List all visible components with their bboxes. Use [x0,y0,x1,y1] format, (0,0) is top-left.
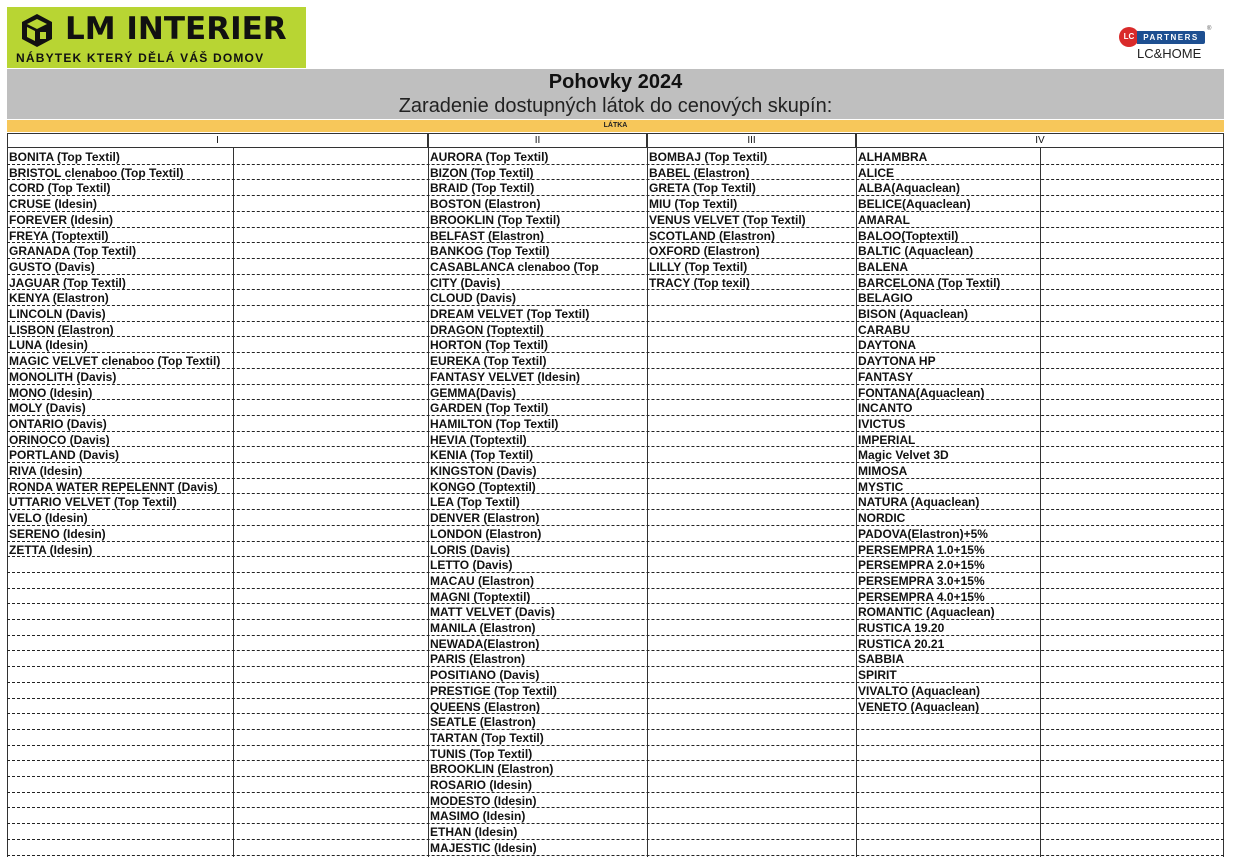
fabric-cell: UTTARIO VELVET (Top Textil) [9,495,177,509]
fabric-cell: OXFORD (Elastron) [649,244,760,258]
fabric-cell: POSITIANO (Davis) [430,668,540,682]
fabric-cell: ZETTA (Idesin) [9,543,93,557]
fabric-cell: DREAM VELVET (Top Textil) [430,307,590,321]
fabric-cell: BELAGIO [858,291,913,305]
lc-home-label: LC&HOME [1137,46,1202,61]
fabric-cell: NORDIC [858,511,906,525]
fabric-table [7,148,1224,857]
fabric-cell: MODESTO (Idesin) [430,794,537,808]
group-header-3: III [647,133,856,148]
lm-interier-logo [7,7,306,68]
fabric-cell: PORTLAND (Davis) [9,448,120,462]
fabric-cell: BELICE(Aquaclean) [858,197,971,211]
fabric-cell: RIVA (Idesin) [9,464,83,478]
fabric-cell: BONITA (Top Textil) [9,150,120,164]
column-divider [7,148,8,857]
fabric-cell: GRANADA (Top Textil) [9,244,137,258]
section-label: LÁTKA [7,120,1224,132]
fabric-cell: MASIMO (Idesin) [430,809,526,823]
fabric-cell: ROMANTIC (Aquaclean) [858,605,995,619]
page-title: Pohovky 2024 [548,71,683,93]
fabric-cell: KENIA (Top Textil) [430,448,534,462]
fabric-cell: MACAU (Elastron) [430,574,534,588]
fabric-cell: HAMILTON (Top Textil) [430,417,559,431]
fabric-cell: LEA (Top Textil) [430,495,520,509]
fabric-cell: MAGNI (Toptextil) [430,590,531,604]
fabric-cell: CORD (Top Textil) [9,181,111,195]
fabric-cell: EUREKA (Top Textil) [430,354,547,368]
fabric-cell: SPIRIT [858,668,897,682]
fabric-cell: MAGIC VELVET clenaboo (Top Textil) [9,354,221,368]
price-group-header-row [7,133,1224,148]
fabric-cell: KINGSTON (Davis) [430,464,537,478]
fabric-cell: MATT VELVET (Davis) [430,605,555,619]
fabric-cell: SERENO (Idesin) [9,527,106,541]
partners-label: PARTNERS [1137,31,1205,44]
fabric-cell: FOREVER (Idesin) [9,213,114,227]
fabric-cell: MONOLITH (Davis) [9,370,117,384]
column-divider [428,148,429,857]
fabric-cell: AMARAL [858,213,910,227]
fabric-cell: RONDA WATER REPELENNT (Davis) [9,480,218,494]
fabric-cell: FONTANA(Aquaclean) [858,386,985,400]
fabric-cell: BROOKLIN (Top Textil) [430,213,561,227]
column-divider [647,148,648,857]
fabric-cell: VELO (Idesin) [9,511,88,525]
fabric-cell: PERSEMPRA 3.0+15% [858,574,985,588]
fabric-cell: MONO (Idesin) [9,386,93,400]
fabric-cell: BALENA [858,260,908,274]
fabric-cell: VENETO (Aquaclean) [858,700,980,714]
fabric-cell: BABEL (Elastron) [649,166,750,180]
fabric-cell: MIMOSA [858,464,908,478]
fabric-cell: TUNIS (Top Textil) [430,747,533,761]
fabric-cell: CASABLANCA clenaboo (Top [430,260,599,274]
column-divider [856,148,857,857]
fabric-cell: ETHAN (Idesin) [430,825,518,839]
fabric-cell: MIU (Top Textil) [649,197,738,211]
fabric-cell: RUSTICA 19.20 [858,621,945,635]
fabric-cell: FREYA (Toptextil) [9,229,109,243]
fabric-cell: BRAID (Top Textil) [430,181,535,195]
brand-tagline: NÁBYTEK KTERÝ DĚLÁ VÁŠ DOMOV [16,51,265,65]
fabric-cell: IVICTUS [858,417,906,431]
fabric-cell: BARCELONA (Top Textil) [858,276,1001,290]
fabric-cell: SCOTLAND (Elastron) [649,229,775,243]
fabric-cell: DAYTONA HP [858,354,936,368]
fabric-cell: BALOO(Toptextil) [858,229,959,243]
fabric-cell: IMPERIAL [858,433,916,447]
fabric-cell: QUEENS (Elastron) [430,700,541,714]
fabric-cell: DRAGON (Toptextil) [430,323,544,337]
fabric-cell: ALICE [858,166,894,180]
fabric-cell: NATURA (Aquaclean) [858,495,980,509]
fabric-cell: PERSEMPRA 1.0+15% [858,543,985,557]
fabric-cell: DAYTONA [858,338,917,352]
fabric-cell: CITY (Davis) [430,276,501,290]
fabric-cell: GUSTO (Davis) [9,260,95,274]
column-divider [1223,148,1224,857]
lc-partners-logo [1117,26,1213,66]
fabric-cell: SEATLE (Elastron) [430,715,536,729]
fabric-cell: BANKOG (Top Textil) [430,244,550,258]
fabric-cell: GRETA (Top Textil) [649,181,756,195]
group-header-2: II [428,133,647,148]
fabric-cell: AURORA (Top Textil) [430,150,549,164]
fabric-cell: KONGO (Toptextil) [430,480,536,494]
fabric-cell: PADOVA(Elastron)+5% [858,527,988,541]
fabric-cell: GARDEN (Top Textil) [430,401,549,415]
fabric-cell: LETTO (Davis) [430,558,513,572]
fabric-cell: Magic Velvet 3D [858,448,949,462]
fabric-cell: ORINOCO (Davis) [9,433,110,447]
group-header-1: I [7,133,428,148]
fabric-cell: LISBON (Elastron) [9,323,114,337]
fabric-cell: FANTASY [858,370,914,384]
fabric-cell: PERSEMPRA 4.0+15% [858,590,985,604]
registered-mark: ® [1207,26,1212,32]
title-band [7,69,1224,119]
brand-name: LM INTERIER [65,11,287,47]
fabric-cell: TARTAN (Top Textil) [430,731,544,745]
fabric-cell: CRUSE (Idesin) [9,197,98,211]
fabric-cell: BELFAST (Elastron) [430,229,545,243]
fabric-cell: ALHAMBRA [858,150,928,164]
fabric-cell: LUNA (Idesin) [9,338,88,352]
fabric-cell: ONTARIO (Davis) [9,417,107,431]
fabric-cell: MAJESTIC (Idesin) [430,841,537,855]
fabric-cell: MYSTIC [858,480,904,494]
fabric-cell: BROOKLIN (Elastron) [430,762,554,776]
fabric-cell: LINCOLN (Davis) [9,307,106,321]
fabric-cell: BOMBAJ (Top Textil) [649,150,768,164]
fabric-cell: RUSTICA 20.21 [858,637,945,651]
fabric-cell: ROSARIO (Idesin) [430,778,533,792]
fabric-cell: TRACY (Top texil) [649,276,750,290]
fabric-cell: BOSTON (Elastron) [430,197,541,211]
fabric-cell: VENUS VELVET (Top Textil) [649,213,806,227]
fabric-cell: BISON (Aquaclean) [858,307,969,321]
fabric-cell: JAGUAR (Top Textil) [9,276,126,290]
fabric-cell: MOLY (Davis) [9,401,86,415]
fabric-cell: DENVER (Elastron) [430,511,540,525]
fabric-cell: INCANTO [858,401,913,415]
cube-logo-icon [19,12,55,48]
lc-circle-icon: LC [1119,27,1139,47]
fabric-cell: VIVALTO (Aquaclean) [858,684,981,698]
fabric-cell: LILLY (Top Textil) [649,260,748,274]
fabric-cell: SABBIA [858,652,905,666]
fabric-cell: MANILA (Elastron) [430,621,536,635]
fabric-cell: NEWADA(Elastron) [430,637,540,651]
fabric-cell: KENYA (Elastron) [9,291,109,305]
fabric-cell: HORTON (Top Textil) [430,338,548,352]
fabric-cell: BRISTOL clenaboo (Top Textil) [9,166,184,180]
fabric-cell: CARABU [858,323,910,337]
fabric-cell: GEMMA(Davis) [430,386,517,400]
fabric-cell: PERSEMPRA 2.0+15% [858,558,985,572]
fabric-cell: PARIS (Elastron) [430,652,526,666]
fabric-cell: LORIS (Davis) [430,543,511,557]
fabric-cell: FANTASY VELVET (Idesin) [430,370,581,384]
fabric-cell: HEVIA (Toptextil) [430,433,527,447]
fabric-cell: BIZON (Top Textil) [430,166,534,180]
fabric-cell: BALTIC (Aquaclean) [858,244,974,258]
page-subtitle: Zaradenie dostupných látok do cenových skupín: [398,95,833,117]
group-header-4: IV [856,133,1224,148]
fabric-cell: ALBA(Aquaclean) [858,181,961,195]
fabric-cell: PRESTIGE (Top Textil) [430,684,557,698]
fabric-cell: LONDON (Elastron) [430,527,542,541]
fabric-cell: CLOUD (Davis) [430,291,517,305]
